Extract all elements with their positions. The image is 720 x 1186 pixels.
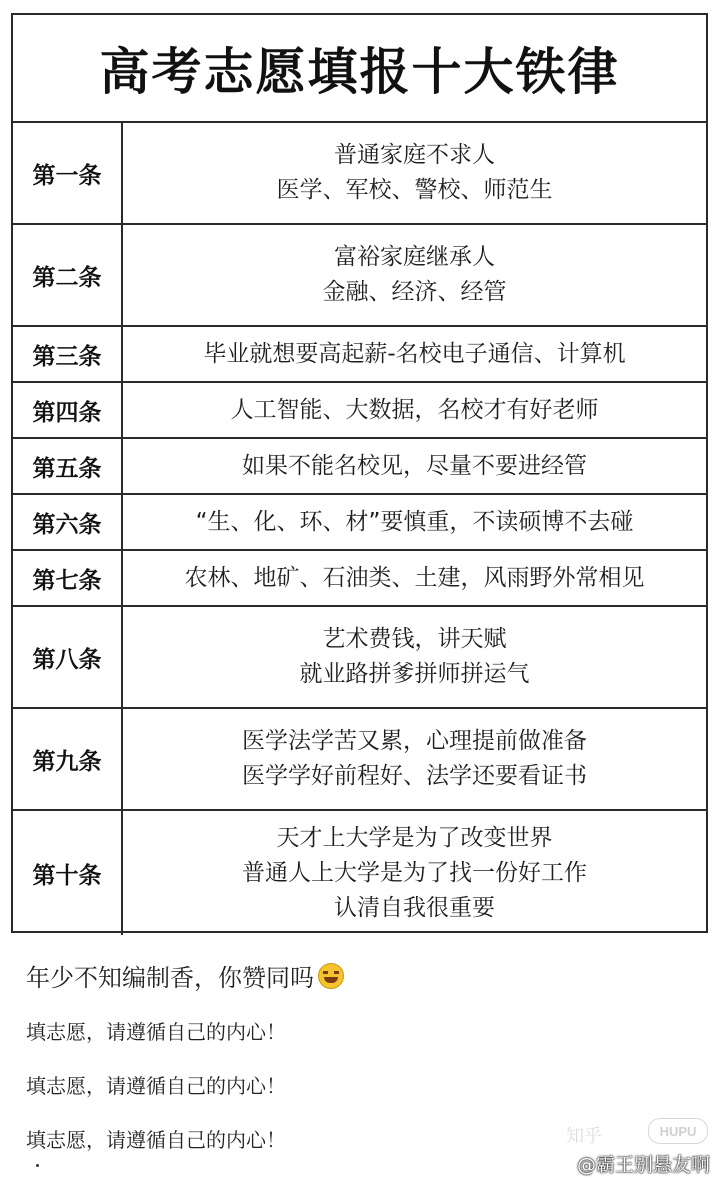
rule-line: “生、化、环、材”要慎重，不读硕博不去碰 bbox=[195, 508, 634, 535]
rule-line: 毕业就想要高起薪-名校电子通信、计算机 bbox=[203, 340, 626, 367]
rule-label: 第十条 bbox=[13, 811, 123, 935]
page-title: 高考志愿填报十大铁律 bbox=[13, 15, 706, 123]
rule-line: 医学学好前程好、法学还要看证书 bbox=[242, 763, 587, 789]
rule-content bbox=[123, 439, 706, 493]
rule-content bbox=[123, 607, 706, 707]
rule-line: 农林、地矿、石油类、土建，风雨野外常相见 bbox=[184, 564, 645, 591]
rule-line: 富裕家庭继承人 bbox=[334, 244, 495, 270]
caption-text: 年少不知编制香，你赞同吗 bbox=[26, 964, 314, 992]
body-line: 填志愿，请遵循自己的内心！ bbox=[26, 1020, 286, 1044]
rule-row bbox=[13, 383, 706, 439]
rule-content bbox=[123, 123, 706, 223]
rule-content bbox=[123, 383, 706, 437]
body-line: 填志愿，请遵循自己的内心！ bbox=[26, 1128, 286, 1152]
rule-label: 第三条 bbox=[13, 327, 123, 381]
rule-line: 就业路拼爹拼师拼运气 bbox=[299, 661, 530, 687]
rule-content bbox=[123, 327, 706, 381]
post-caption bbox=[26, 958, 344, 993]
rules-table bbox=[11, 13, 708, 933]
rule-row bbox=[13, 225, 706, 327]
rule-row bbox=[13, 607, 706, 709]
rule-row bbox=[13, 123, 706, 225]
author-watermark: @霸王别悬友啊 bbox=[576, 1154, 710, 1176]
rule-content bbox=[123, 495, 706, 549]
rule-line: 天才上大学是为了改变世界 bbox=[276, 824, 553, 851]
rule-line: 普通人上大学是为了找一份好工作 bbox=[242, 859, 587, 886]
rule-row bbox=[13, 495, 706, 551]
rule-content bbox=[123, 709, 706, 809]
zhihu-watermark: 知乎 bbox=[566, 1126, 602, 1147]
rule-label: 第二条 bbox=[13, 225, 123, 325]
rule-line: 艺术费钱，讲天赋 bbox=[322, 626, 507, 652]
rule-row bbox=[13, 327, 706, 383]
rule-row bbox=[13, 709, 706, 811]
rule-line: 金融、经济、经管 bbox=[322, 279, 507, 305]
rule-content bbox=[123, 811, 706, 935]
rule-line: 普通家庭不求人 bbox=[334, 142, 495, 168]
rule-label: 第四条 bbox=[13, 383, 123, 437]
rule-line: 认清自我很重要 bbox=[334, 894, 495, 921]
rule-line: 如果不能名校见，尽量不要进经管 bbox=[242, 452, 587, 479]
rule-line: 医学、军校、警校、师范生 bbox=[276, 177, 553, 203]
rule-label: 第一条 bbox=[13, 123, 123, 223]
rule-content bbox=[123, 551, 706, 605]
rule-line: 医学法学苦又累，心理提前做准备 bbox=[242, 728, 587, 754]
rule-label: 第九条 bbox=[13, 709, 123, 809]
rule-row bbox=[13, 439, 706, 495]
trailing-dot bbox=[36, 1164, 39, 1167]
rule-label: 第五条 bbox=[13, 439, 123, 493]
rule-row bbox=[13, 811, 706, 935]
hupu-watermark-badge: HUPU bbox=[648, 1118, 708, 1144]
body-line: 填志愿，请遵循自己的内心！ bbox=[26, 1074, 286, 1098]
rule-content bbox=[123, 225, 706, 325]
rule-row bbox=[13, 551, 706, 607]
rule-label: 第八条 bbox=[13, 607, 123, 707]
rule-label: 第六条 bbox=[13, 495, 123, 549]
rule-line: 人工智能、大数据，名校才有好老师 bbox=[230, 396, 599, 423]
rule-label: 第七条 bbox=[13, 551, 123, 605]
rofl-emoji-icon bbox=[318, 963, 344, 989]
